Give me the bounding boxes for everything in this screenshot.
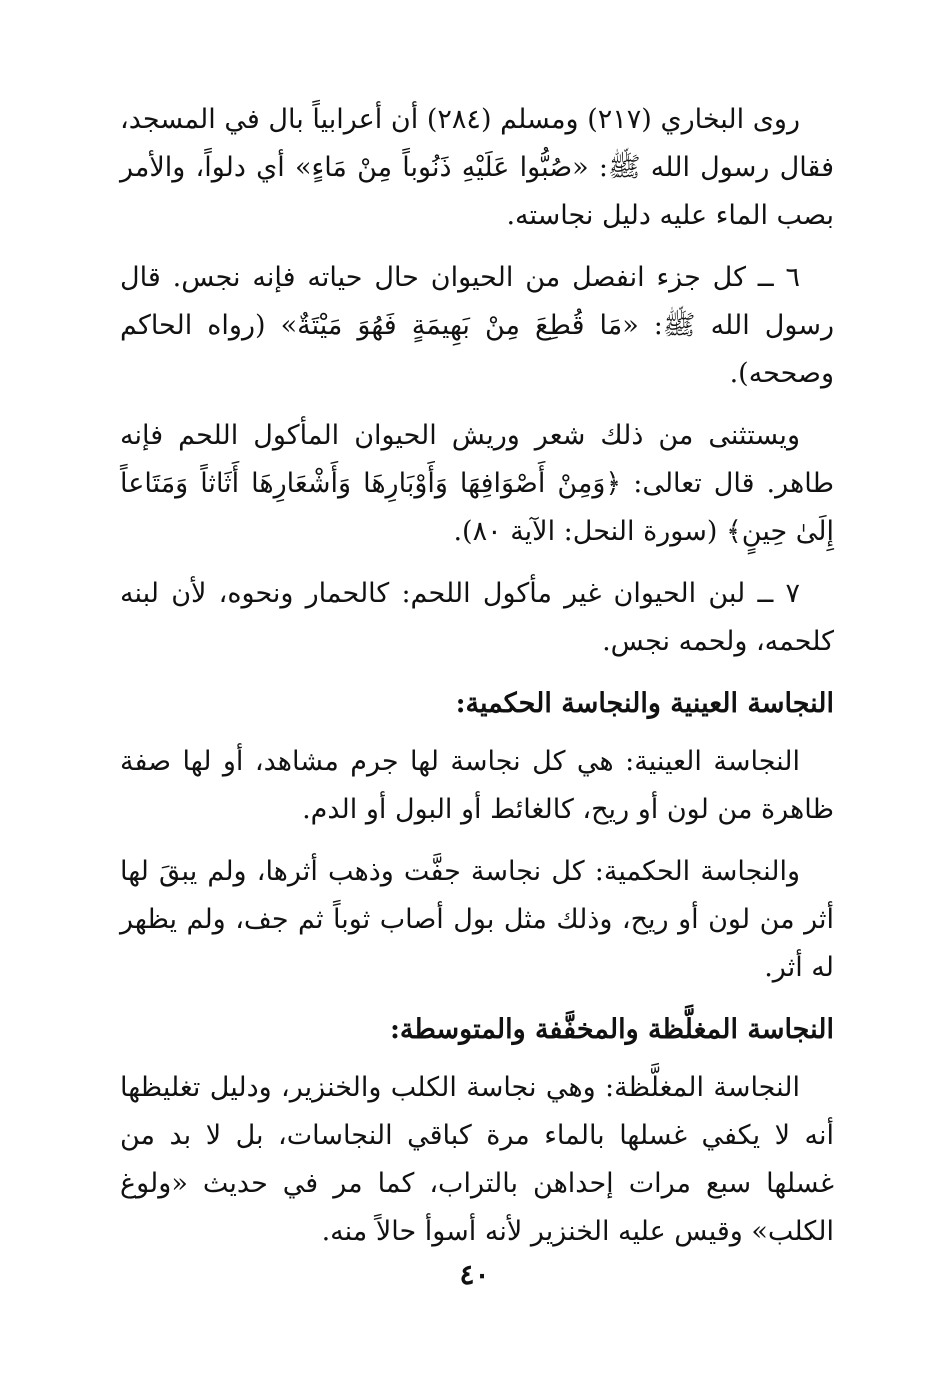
paragraph-ainiya-definition: النجاسة العينية: هي كل نجاسة لها جرم مشاهد، أو لها صفة ظاهرة من لون أو ريح، كالغائط أو البول أو الدم. xyxy=(120,746,834,825)
paragraph-exception-hair: ويستثنى من ذلك شعر وريش الحيوان المأكول اللحم فإنه طاهر. قال تعالى: ﴿وَمِنْ أَصْوَافِهَا وَأَوْبَارِهَا وَأَشْعَارِهَا أَثَاثاً وَمَتَاعاً إِلَىٰ حِينٍ﴾ (سورة النحل: الآية ٨٠). xyxy=(120,420,834,547)
paragraph-hukmiya-definition: والنجاسة الحكمية: كل نجاسة جفَّت وذهب أثرها، ولم يبقَ لها أثر من لون أو ريح، وذلك مثل بول أصاب ثوباً ثم جف، ولم يظهر له أثر. xyxy=(120,856,834,983)
paragraph-mughallaza-definition: النجاسة المغلَّظة: وهي نجاسة الكلب والخنزير، ودليل تغليظها أنه لا يكفي غسلها بالماء مرة كباقي النجاسات، بل لا بد من غسلها سبع مرات إحداهن بالتراب، كما مر في حديث «ولوغ الكلب» وقيس عليه الخنزير لأنه أسوأ حالاً منه. xyxy=(120,1072,834,1247)
page-body xyxy=(120,96,834,1270)
section-heading-mughallaza: النجاسة المغلَّظة والمخفَّفة والمتوسطة: xyxy=(389,1014,834,1045)
section-heading-ainiya-hukmiya: النجاسة العينية والنجاسة الحكمية: xyxy=(455,688,834,719)
paragraph-item-7: ٧ ــ لبن الحيوان غير مأكول اللحم: كالحمار ونحوه، لأن لبنه كلحمه، ولحمه نجس. xyxy=(120,578,834,657)
paragraph-urination-hadith: روى البخاري (٢١٧) ومسلم (٢٨٤) أن أعرابياً بال في المسجد، فقال رسول الله ﷺ: «صُبُّوا عَلَيْهِ ذَنُوباً مِنْ مَاءٍ» أي دلواً، والأمر بصب الماء عليه دليل نجاسته. xyxy=(120,104,834,231)
paragraph-item-6: ٦ ــ كل جزء انفصل من الحيوان حال حياته فإنه نجس. قال رسول الله ﷺ: «مَا قُطِعَ مِنْ بَهِيمَةٍ فَهُوَ مَيْتَةٌ» (رواه الحاكم وصححه). xyxy=(120,262,835,389)
page-number: ٤٠ xyxy=(459,1258,490,1291)
